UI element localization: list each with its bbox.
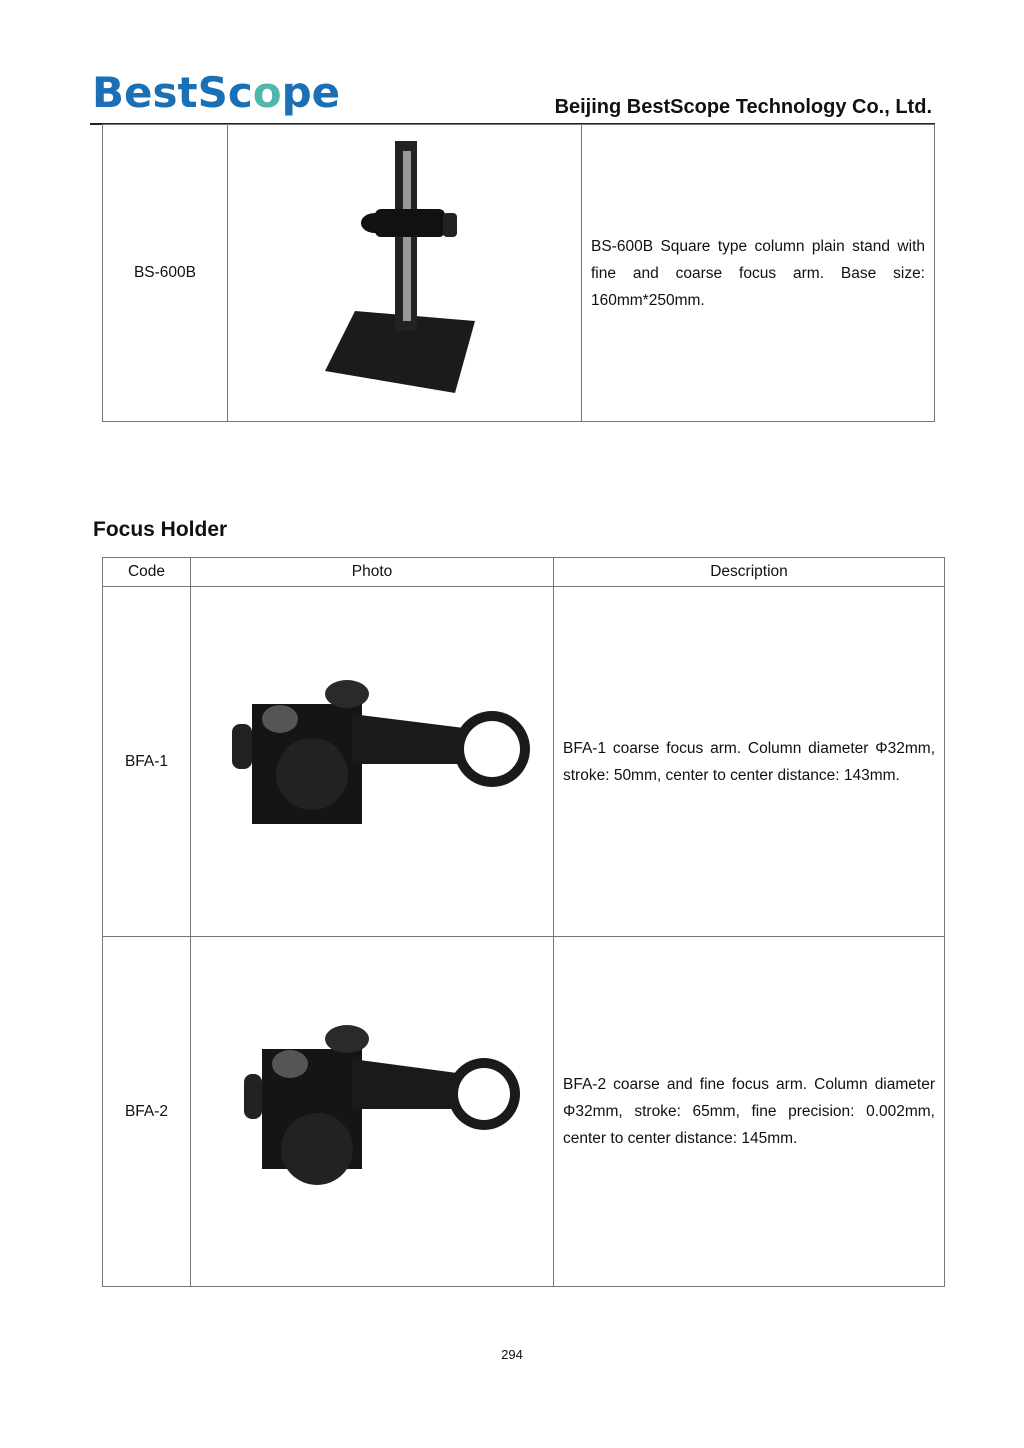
bestscope-logo: BestScope bbox=[92, 68, 341, 117]
focus-holder-table bbox=[102, 557, 945, 1287]
table-row bbox=[103, 587, 945, 937]
bfa1-photo bbox=[212, 674, 532, 844]
section-title: Focus Holder bbox=[93, 518, 228, 541]
bfa2-photo bbox=[222, 1019, 522, 1199]
photo-cell bbox=[228, 125, 582, 422]
table-header-row bbox=[103, 558, 945, 587]
stand-table bbox=[102, 124, 935, 422]
description-cell: BS-600B Square type column plain stand with fine and coarse focus arm. Base size: 160mm*250mm. bbox=[582, 125, 935, 422]
column-header-description: Description bbox=[554, 558, 945, 587]
table-row bbox=[103, 937, 945, 1287]
table-row bbox=[103, 125, 935, 422]
code-cell: BFA-1 bbox=[103, 587, 191, 937]
column-header-code: Code bbox=[103, 558, 191, 587]
column-header-photo: Photo bbox=[191, 558, 554, 587]
photo-cell bbox=[191, 937, 554, 1287]
stand-photo bbox=[305, 131, 505, 411]
page-number: 294 bbox=[501, 1347, 523, 1362]
description-cell: BFA-1 coarse focus arm. Column diameter Φ32mm, stroke: 50mm, center to center distance: 143mm. bbox=[554, 587, 945, 937]
code-cell: BFA-2 bbox=[103, 937, 191, 1287]
description-cell: BFA-2 coarse and fine focus arm. Column diameter Φ32mm, stroke: 65mm, fine precision: 0.002mm, center to center distance: 145mm. bbox=[554, 937, 945, 1287]
code-cell: BS-600B bbox=[103, 125, 228, 422]
company-name: Beijing BestScope Technology Co., Ltd. bbox=[554, 96, 932, 118]
photo-cell bbox=[191, 587, 554, 937]
